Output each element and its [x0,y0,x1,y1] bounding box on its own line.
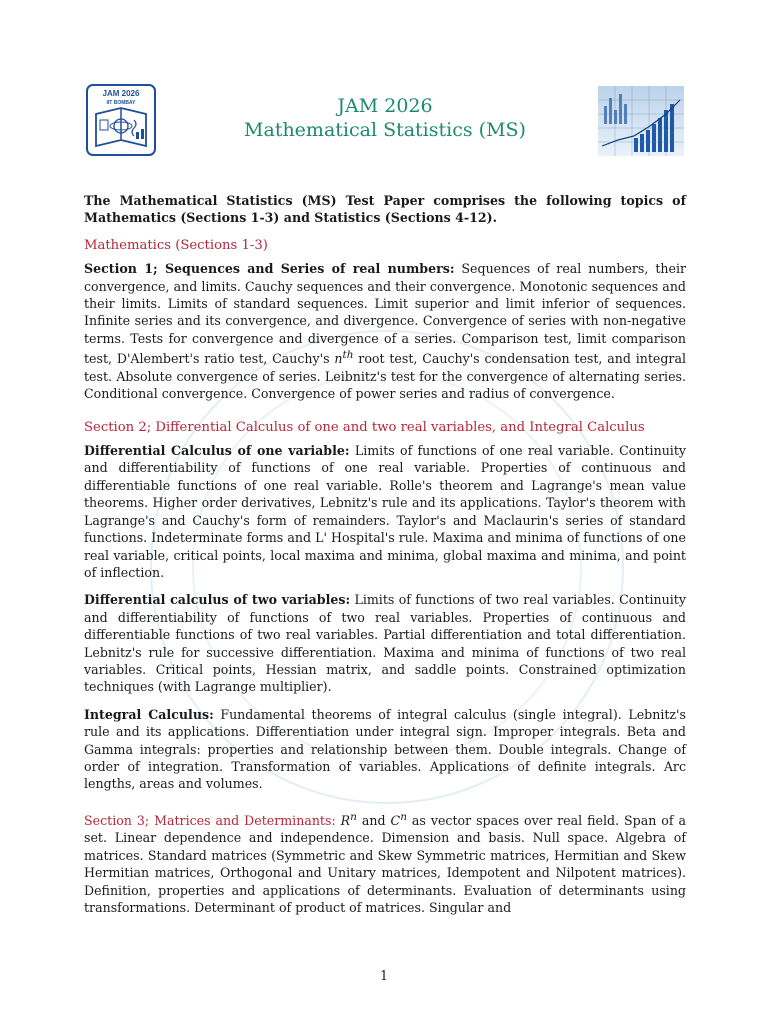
section-1-label: Section 1; Sequences and Series of real numbers: [84,261,455,277]
section-1-paragraph [84,260,686,402]
section-2-integral-label: Integral Calculus: [84,706,214,722]
logo-title: JAM 2026 [102,89,140,98]
section-1-text: Sequences of real numbers, their convergence, and limits. Cauchy sequences and their convergence. Monotonic sequences and their limits. Limits of standard sequences. Limit superior and limit inferior of sequences. Infinite series and its convergence, and divergence. Convergence of series with non-negative terms. Tests for convergence and divergence of a series. Comparison test, limit comparison test, D'Alembert's ratio test, Cauchy's [84,261,686,367]
section-2-two-variables-text: Limits of functions of two real variables. Continuity and differentiability of functions of two real variables. Properties of continuous and differentiable functions of two real variables. Partial differentiation and total differentiation. Lebnitz's rule for successive differentiation. Maxima and minima of functions of two real variables. Critical points, Hessian matrix, and saddle points. Constrained optimization techniques (with Lagrange multiplier). [84,592,686,695]
section-3-paragraph [84,809,686,917]
mathematics-heading: Mathematics (Sections 1-3) [84,237,268,253]
title-line-2: Mathematical Statistics (MS) [244,119,526,141]
section-3-r-superscript: n [350,810,357,823]
jam-logo [86,84,156,156]
section-2-one-variable-label: Differential Calculus of one variable: [84,443,350,459]
statistics-chart-image [598,86,684,156]
section-2-integral-text: Fundamental theorems of integral calculus (single integral). Lebnitz's rule and its applications. Differentiation under integral sign. Improper integrals. Beta and Gamma integrals: properties and relationship between them. Double integrals. Change of order of integration. Transformation of variables. Applications of definite integrals. Arc lengths, areas and volumes. [84,706,686,792]
section-2-two-variables-label: Differential calculus of two variables: [84,592,351,608]
section-2-one-variable-text: Limits of functions of one real variable. Continuity and differentiability of functions of one real variable. Properties of continuous and differentiable functions of one real variable. Rolle's theorem and Lagrange's mean value theorems. Higher order derivatives, Lebnitz's rule and its applications. Taylor's theorem with Lagrange's and Cauchy's form of remainders. Taylor's and Maclaurin's series of standard functions. Indeterminate forms and L' Hospital's rule. Maxima and minima of functions of one real variable, critical points, local maxima and minima, global maxima and minima, and point of inflection. [84,443,687,580]
section-3-text: as vector spaces over real field. Span of a set. Linear dependence and independence. Dimension and basis. Null space. Algebra of matrices. Standard matrices (Symmetric and Skew Symmetric matrices, Hermitian and Skew Hermitian matrices, Orthogonal and Unitary matrices, Idempotent and Nilpotent matrices). Definition, properties and applications of determinants. Evaluation of determinants using transformations. Determinant of product of matrices. Singular and [84,812,686,915]
main-content [84,192,686,926]
section-2-two-variables-paragraph [84,591,686,695]
section-1-n: n [334,351,343,367]
page-title [190,94,580,142]
section-3-c-superscript: n [400,810,407,823]
section-3-label: Section 3; Matrices and Determinants: [84,812,336,828]
section-2-integral-paragraph [84,706,686,793]
intro-paragraph: The Mathematical Statistics (MS) Test Paper comprises the following topics of Mathematics (Sections 1-3) and Statistics (Sections 4-12). [84,193,686,226]
section-3-c: C [390,812,401,828]
section-1-text-continued: root test, Cauchy's condensation test, and integral test. Absolute convergence of series. Leibnitz's test for the convergence of alternating series. Conditional convergence. Convergence of power series and radius of convergence. [84,351,686,402]
section-2-one-variable-paragraph [84,442,686,581]
title-line-1: JAM 2026 [337,95,433,117]
section-2-heading: Section 2; Differential Calculus of one and two real variables, and Integral Calculus [84,419,645,435]
page-header [0,84,768,164]
section-1-superscript: th [342,349,354,362]
section-3-and: and [361,812,386,828]
section-3-r: R [340,812,351,828]
logo-subtitle: IIT BOMBAY [106,100,136,106]
page-number: 1 [379,968,388,983]
